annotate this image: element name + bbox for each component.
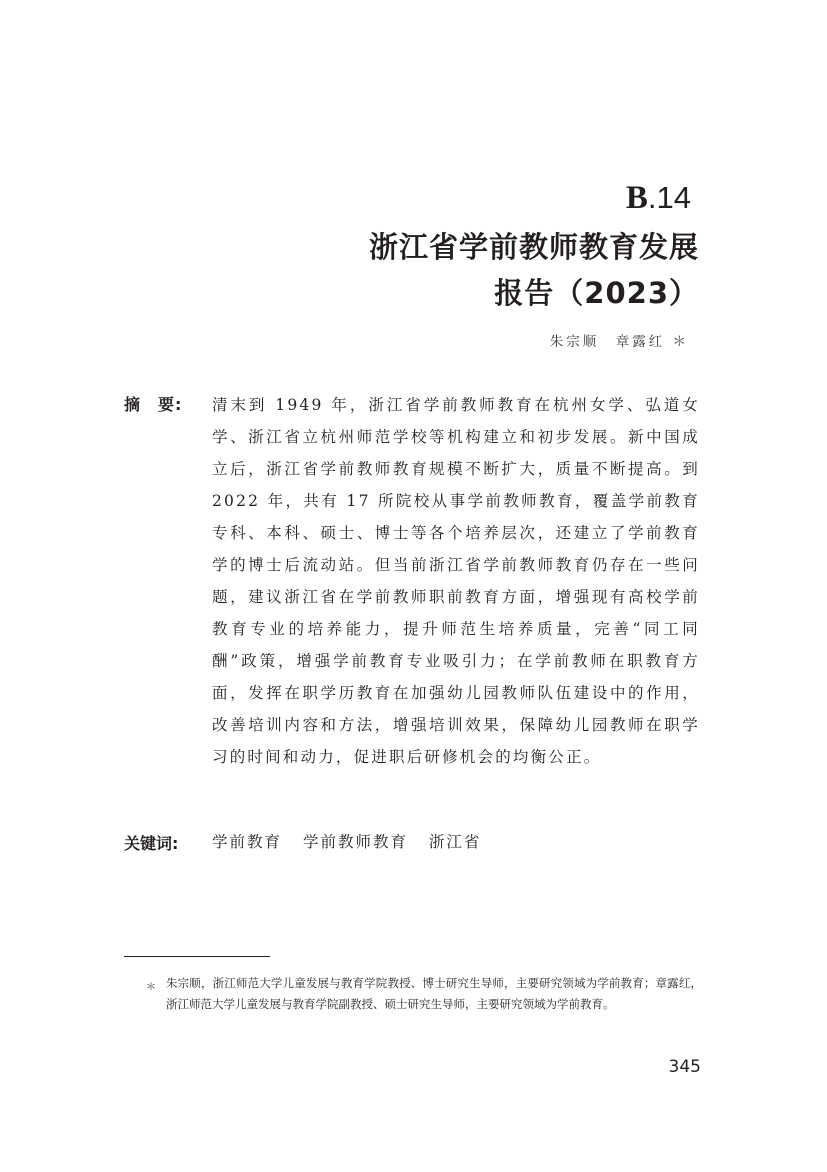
- footnote-divider: [124, 956, 270, 957]
- page-number: 345: [668, 1057, 701, 1077]
- abstract-text: 清末到 1949 年，浙江省学前教师教育在杭州女学、弘道女学、浙江省立杭州师范学校等机构建立和初步发展。新中国成立后，浙江省学前教师教育规模不断扩大，质量不断提高。到 2022 年，共有 17 所院校从事学前教师教育，覆盖学前教育专科、本科、硕士、博士等各个培养层次，还建立了学前教育学的博士后流动站。但当前浙江省学前教师教育仍存在一些问题，建议浙江省在学前教师职前教育方面，增强现有高校学前教育专业的培养能力，提升师范生培养质量，完善“同工同酬”政策，增强学前教育专业吸引力；在学前教师在职教育方面，发挥在职学历教育在加强幼儿园教师队伍建设中的作用，改善培训内容和方法，增强培训效果，保障幼儿园教师在职学习的时间和动力，促进职后研修机会的均衡公正。: [212, 396, 700, 766]
- keywords-label: 关键词:: [124, 834, 179, 853]
- chapter-index: .14: [647, 180, 691, 215]
- abstract-label: 摘 要:: [124, 395, 183, 414]
- report-title-line2: 报告（2023）: [494, 276, 699, 310]
- chapter-prefix: B: [625, 180, 648, 216]
- footnote-mark: ＊: [146, 982, 156, 993]
- authors: 朱宗顺 章露红 ＊: [549, 334, 689, 350]
- keyword-item: 学前教育: [212, 833, 283, 851]
- keyword-item: 浙江省: [428, 833, 482, 851]
- keyword-item: 学前教师教育: [302, 833, 408, 851]
- chapter-number: [626, 180, 691, 217]
- report-title: [369, 224, 699, 316]
- report-title-line1: 浙江省学前教师教育发展: [368, 230, 699, 264]
- footnote-text: 朱宗顺，浙江师范大学儿童发展与教育学院教授、博士研究生导师，主要研究领域为学前教育；章露红，浙江师范大学儿童发展与教育学院副教授、硕士研究生导师，主要研究领域为学前教育。: [166, 976, 702, 1011]
- keywords-list: [212, 830, 495, 852]
